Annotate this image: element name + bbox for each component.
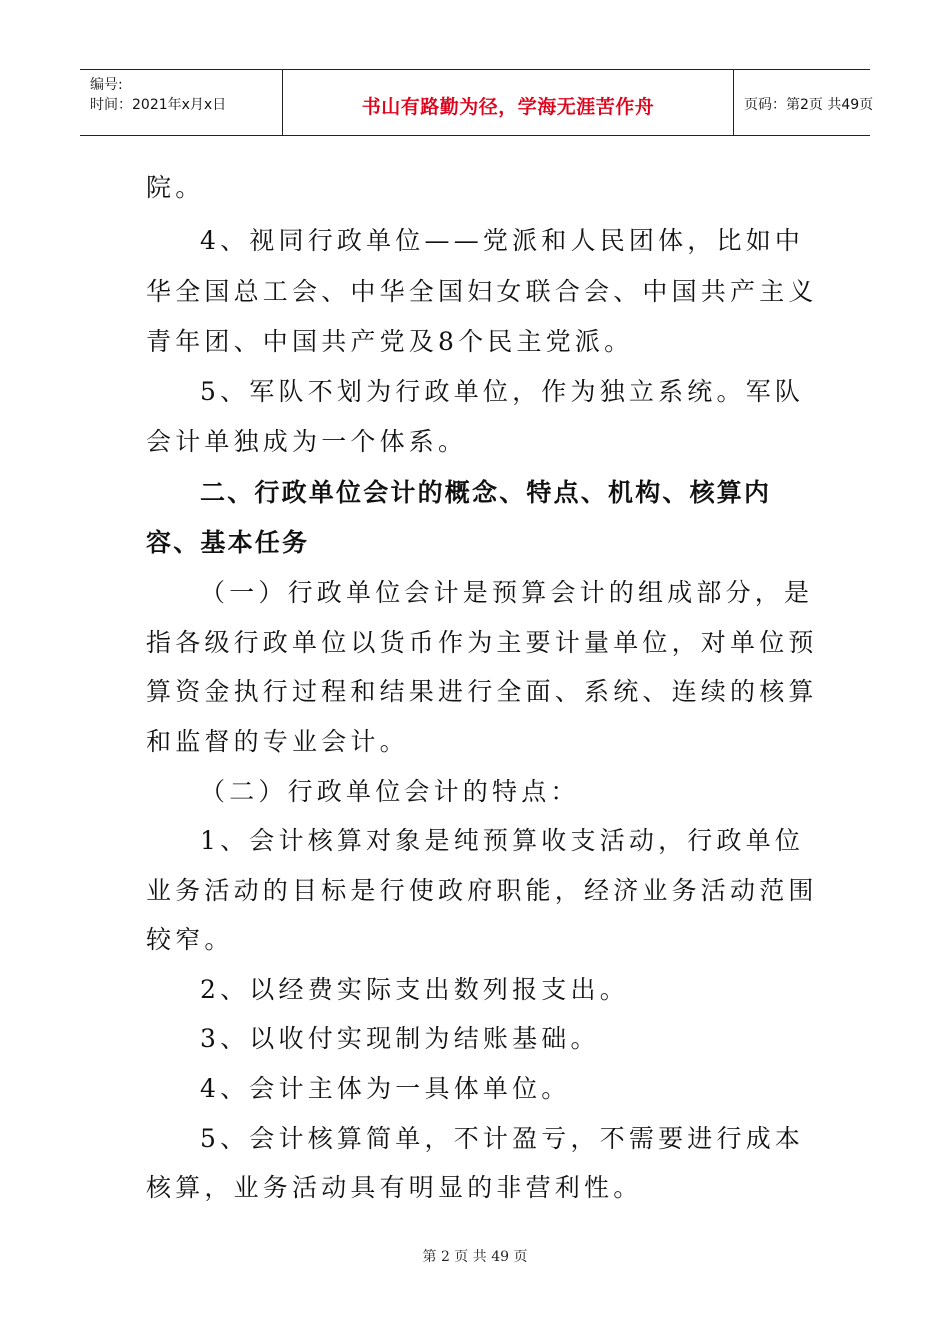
header-motto-cell [283, 70, 734, 135]
header-meta-cell [80, 70, 283, 135]
body-line: 4、视同行政单位——党派和人民团体，比如中 [200, 226, 805, 255]
page-footer: 第 2 页 共 49 页 [422, 1249, 528, 1265]
section-heading: 容、基本任务 [146, 528, 310, 557]
body-line: 较窄。 [146, 925, 234, 954]
body-line: 5、军队不划为行政单位，作为独立系统。军队 [200, 377, 805, 406]
body-line: 3、以收付实现制为结账基础。 [200, 1024, 600, 1053]
body-line: 华全国总工会、中华全国妇女联合会、中国共产主义 [146, 277, 818, 306]
body-line: 核算，业务活动具有明显的非营利性。 [146, 1173, 643, 1202]
body-line: 算资金执行过程和结果进行全面、系统、连续的核算 [146, 677, 818, 706]
body-line: 4、会计主体为一具体单位。 [200, 1074, 571, 1103]
body-line: 业务活动的目标是行使政府职能，经济业务活动范围 [146, 876, 818, 905]
header-motto: 书山有路勤为径，学海无涯苦作舟 [361, 96, 655, 118]
header-page-indicator: 页码：第2页 共49页 [744, 97, 874, 113]
body-line: （一）行政单位会计是预算会计的组成部分，是 [200, 578, 814, 607]
page-header [80, 69, 874, 136]
section-heading: 二、行政单位会计的概念、特点、机构、核算内 [200, 478, 772, 507]
body-line: 院。 [146, 173, 205, 202]
body-line: 指各级行政单位以货币作为主要计量单位，对单位预 [146, 628, 818, 657]
body-line: 5、会计核算简单，不计盈亏，不需要进行成本 [200, 1124, 805, 1153]
body-line: 青年团、中国共产党及8个民主党派。 [146, 327, 634, 356]
body-line: 2、以经费实际支出数列报支出。 [200, 975, 629, 1004]
body-line: 会计单独成为一个体系。 [146, 427, 468, 456]
document-date-label: 时间：2021年x月x日 [90, 97, 227, 113]
body-line: 和监督的专业会计。 [146, 727, 409, 756]
document-number-label: 编号: [90, 77, 123, 93]
header-page-cell [734, 70, 874, 135]
body-line: 1、会计核算对象是纯预算收支活动，行政单位 [200, 826, 805, 855]
body-line: （二）行政单位会计的特点： [200, 777, 580, 806]
